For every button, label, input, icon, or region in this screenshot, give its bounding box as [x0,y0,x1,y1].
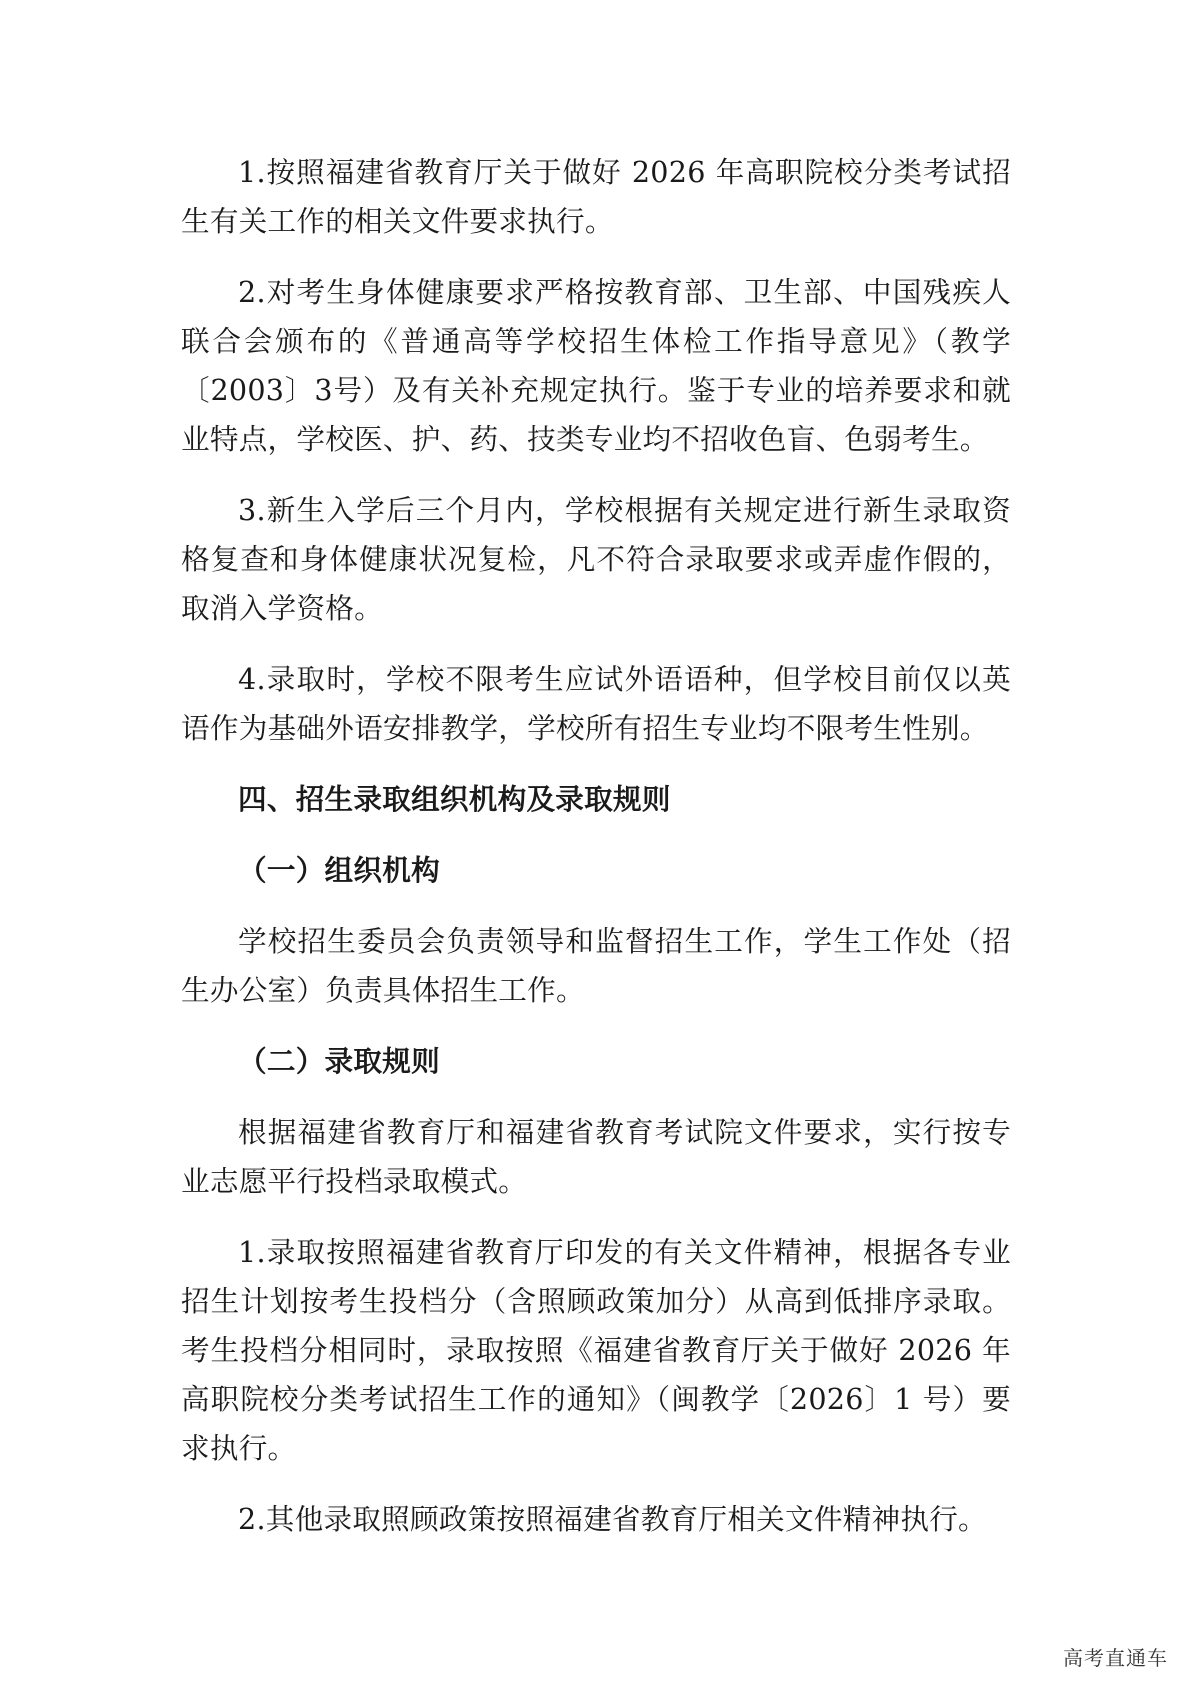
paragraph-organization: 学校招生委员会负责领导和监督招生工作，学生工作处（招生办公室）负责具体招生工作。 [181,924,1011,1007]
paragraph-requirement-1: 1.按照福建省教育厅关于做好 2026 年高职院校分类考试招生有关工作的相关文件要求执行。 [181,155,1011,238]
paragraph-admission-rule-1: 1.录取按照福建省教育厅印发的有关文件精神，根据各专业招生计划按考生投档分（含照顾政策加分）从高到低排序录取。考生投档分相同时，录取按照《福建省教育厅关于做好 2026 年高职院校分类考试招生工作的通知》（闽教学〔2026〕1 号）要求执行。 [181,1235,1011,1465]
paragraph-requirement-2: 2.对考生身体健康要求严格按教育部、卫生部、中国残疾人联合会颁布的《普通高等学校招生体检工作指导意见》（教学〔2003〕3号）及有关补充规定执行。鉴于专业的培养要求和就业特点，学校医、护、药、技类专业均不招收色盲、色弱考生。 [181,275,1011,456]
paragraph-requirement-4: 4.录取时，学校不限考生应试外语语种，但学校目前仅以英语作为基础外语安排教学，学校所有招生专业均不限考生性别。 [181,662,1011,745]
document-body [181,148,1011,1544]
paragraph-requirement-3: 3.新生入学后三个月内，学校根据有关规定进行新生录取资格复查和身体健康状况复检，凡不符合录取要求或弄虚作假的，取消入学资格。 [181,493,1011,625]
paragraph-admission-mode: 根据福建省教育厅和福建省教育考试院文件要求，实行按专业志愿平行投档录取模式。 [181,1115,1011,1198]
paragraph-admission-rule-2: 2.其他录取照顾政策按照福建省教育厅相关文件精神执行。 [238,1502,987,1536]
watermark-text: 高考直通车 [1063,1646,1168,1670]
section-heading-4: 四、招生录取组织机构及录取规则 [238,782,671,816]
subsection-heading-organization: （一）组织机构 [238,853,440,887]
subsection-heading-admission-rules: （二）录取规则 [238,1044,440,1078]
